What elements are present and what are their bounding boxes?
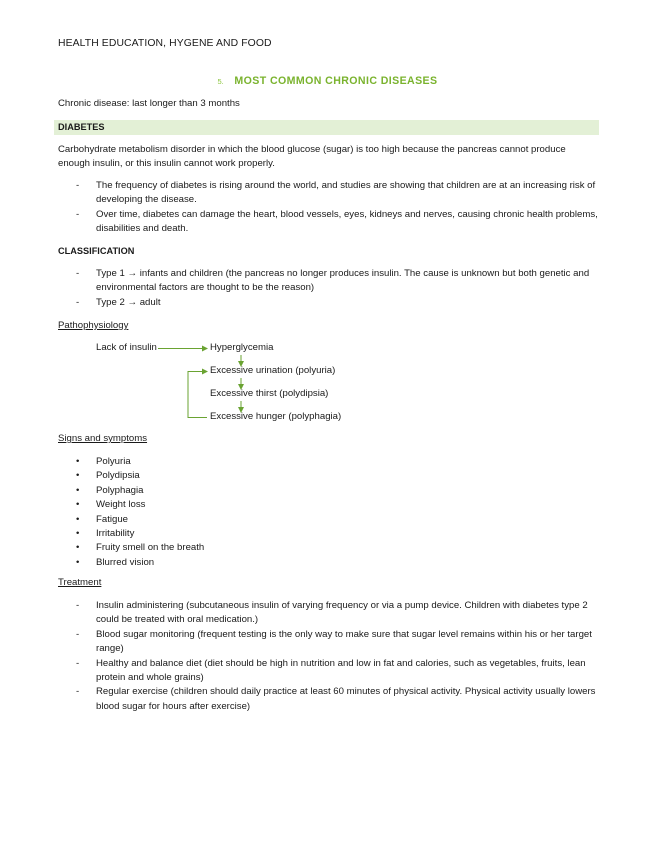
list-item: - Regular exercise (children should daily practice at least 60 minutes of physical activity. Physical activity usually lowers blood sugar for hours after exercise) <box>76 686 596 712</box>
list-item: • Fatigue <box>76 513 128 525</box>
list-item: - Healthy and balance diet (diet should be high in nutrition and low in fat and calories, such as vegetables, fruits, lean protein and whole grains) <box>76 657 586 684</box>
diabetes-definition: Carbohydrate metabolism disorder in which the blood glucose (sugar) is too high because the pancreas cannot produce enough insulin, or this insulin cannot work properly. <box>58 144 566 170</box>
list-item: - Type 1 → infants and children (the pancreas no longer produces insulin. The cause is unknown but both genetic and environmental factors are thought to be the reason) <box>76 268 590 294</box>
section-number: 5. <box>217 77 224 86</box>
pathophysiology-heading: Pathophysiology <box>58 320 129 331</box>
section-heading: MOST COMMON CHRONIC DISEASES <box>234 75 438 87</box>
signs-heading: Signs and symptoms <box>58 433 148 444</box>
list-item: - Blood sugar monitoring (frequent testing is the only way to make sure that sugar level remains within his or her target range) <box>76 628 592 655</box>
list-item: - The frequency of diabetes is rising around the world, and studies are showing that children are at an increasing risk of developing the disease. <box>76 180 596 206</box>
list-item: - Over time, diabetes can damage the heart, blood vessels, eyes, kidneys and nerves, causing chronic health problems, disabilities and death. <box>76 208 598 235</box>
list-item: • Polyphagia <box>76 484 144 496</box>
treatment-heading: Treatment <box>58 577 102 588</box>
treatment-list <box>58 599 603 714</box>
list-item: - Insulin administering (subcutaneous insulin of varying frequency or via a pump device. Children with diabetes type 2 could be treated with oral medication.) <box>76 600 588 626</box>
classification-heading: CLASSIFICATION <box>58 246 135 256</box>
flow-step-polyuria: Excessive urination (polyuria) <box>210 365 336 376</box>
flow-step-hyperglycemia: Hyperglycemia <box>210 342 274 353</box>
page-header: HEALTH EDUCATION, HYGENE AND FOOD <box>58 38 272 49</box>
list-item: • Irritability <box>76 528 135 540</box>
list-item: • Fruity smell on the breath <box>76 542 205 554</box>
flow-loop-arrow <box>188 372 207 418</box>
signs-list <box>58 455 603 570</box>
diabetes-heading: DIABETES <box>58 122 105 132</box>
flow-start: Lack of insulin <box>96 342 157 353</box>
list-item: • Polydipsia <box>76 470 140 482</box>
list-item: • Blurred vision <box>76 556 155 568</box>
intro-text: Chronic disease: last longer than 3 months <box>58 98 240 109</box>
flow-step-polydipsia: Excessive thirst (polydipsia) <box>210 388 329 399</box>
list-item: • Weight loss <box>76 499 146 511</box>
flow-step-polyphagia: Excessive hunger (polyphagia) <box>210 411 342 422</box>
list-item: - Type 2 → adult <box>76 296 161 308</box>
list-item: • Polyuria <box>76 456 131 467</box>
